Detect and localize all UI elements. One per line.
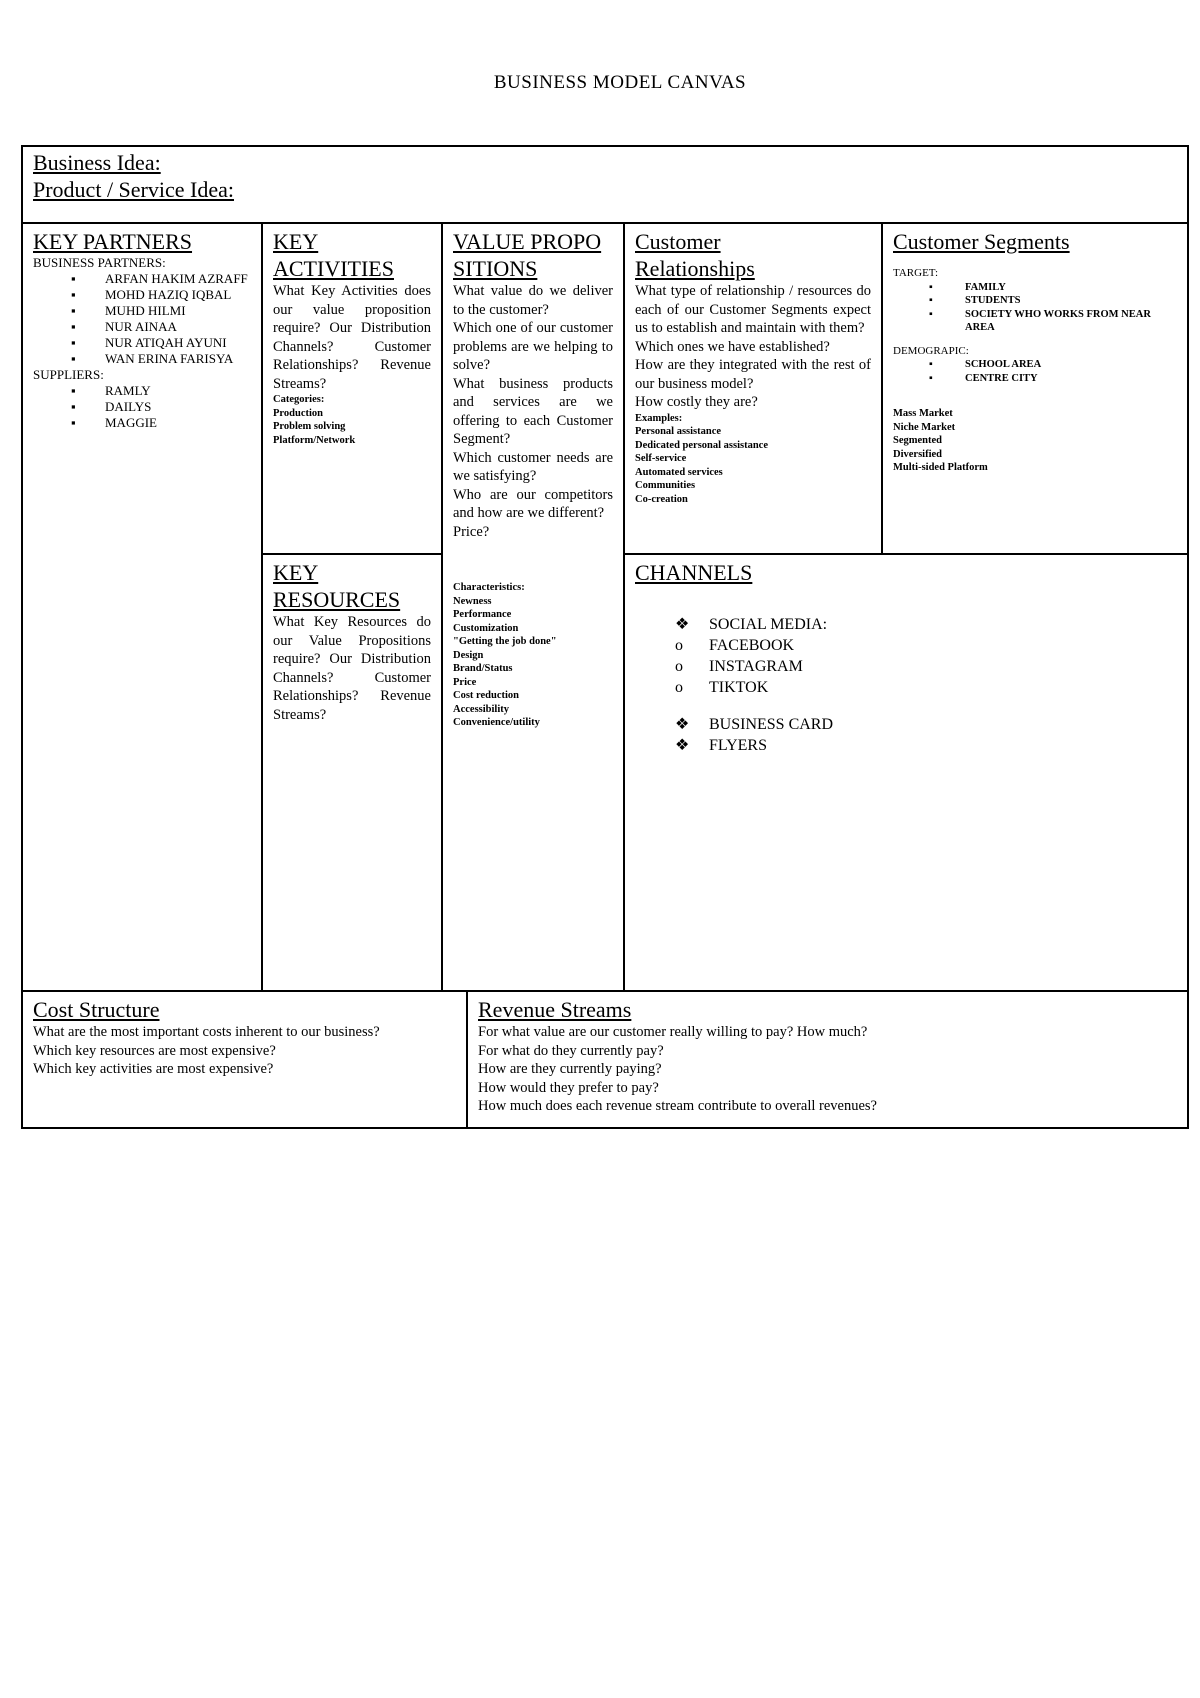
market-item: Segmented	[893, 435, 942, 446]
market-item: Niche Market	[893, 421, 956, 433]
circle-bullet-icon: o	[675, 679, 683, 696]
cost-structure-section	[22, 991, 467, 1128]
product-service-idea-label: Product / Service Idea:	[33, 177, 234, 202]
suppliers-label: SUPPLIERS:	[33, 367, 104, 382]
list-item: ▪ NUR AINAA	[71, 319, 251, 335]
value-question: Which customer needs are we satisfying?	[453, 449, 613, 484]
list-item: ▪ MUHD HILMI	[71, 303, 251, 319]
list-item: ▪ NUR ATIQAH AYUNI	[71, 335, 251, 351]
suppliers-list	[33, 383, 251, 431]
business-partners-label: BUSINESS PARTNERS:	[33, 255, 166, 270]
category-item: Platform/Network	[273, 434, 356, 446]
channel-item: INSTAGRAM	[709, 658, 803, 675]
list-item: ▪ WAN ERINA FARISYA	[71, 351, 251, 367]
circle-bullet-icon: o	[675, 637, 683, 654]
characteristics-label: Characteristics:	[453, 582, 525, 593]
characteristic-item: Customization	[453, 622, 519, 634]
diamond-bullet-icon: ❖	[675, 616, 690, 633]
key-resources-header: KEY RESOURCES	[273, 560, 401, 612]
customer-segments-section	[882, 223, 1188, 554]
revenue-line: For what do they currently pay?	[478, 1042, 664, 1059]
channel-item: FACEBOOK	[709, 637, 795, 654]
target-label: TARGET:	[893, 267, 939, 279]
value-propositions-section	[442, 223, 624, 991]
customer-relationships-header: Customer Relationships	[635, 229, 755, 281]
revenue-streams-section	[467, 991, 1188, 1128]
relationship-question: Which ones we have established?	[635, 338, 830, 355]
characteristic-item: Cost reduction	[453, 690, 520, 701]
example-item: Dedicated personal assistance	[635, 439, 768, 451]
market-item: Multi-sided Platform	[893, 462, 988, 473]
document-title: BUSINESS MODEL CANVAS	[493, 72, 747, 93]
channel-item: FLYERS	[709, 737, 767, 754]
characteristic-item: Design	[453, 649, 484, 661]
key-activities-header: KEY ACTIVITIES	[273, 229, 394, 281]
examples-label: Examples:	[635, 412, 683, 424]
market-item: Mass Market	[893, 408, 953, 419]
value-propositions-header: VALUE PROPOSITIONS	[453, 229, 602, 281]
relationship-question: What type of relationship / resources do each of our Customer Segments expect us to establish and maintain with them?	[635, 283, 871, 336]
key-resources-section	[262, 554, 442, 991]
revenue-streams-header: Revenue Streams	[478, 997, 632, 1022]
categories-label: Categories:	[273, 394, 325, 405]
example-item: Automated services	[635, 466, 723, 478]
example-item: Co-creation	[635, 493, 688, 505]
characteristic-item: Convenience/utility	[453, 717, 540, 728]
channels-list	[675, 614, 1177, 756]
list-item: ▪ SCHOOL AREA	[929, 358, 1177, 372]
revenue-line: How would they prefer to pay?	[478, 1079, 659, 1096]
channels-header: CHANNELS	[635, 560, 753, 585]
list-item: ▪ SOCIETY WHO WORKS FROM NEAR AREA	[929, 308, 1177, 335]
revenue-line: How are they currently paying?	[478, 1061, 662, 1077]
customer-segments-header: Customer Segments	[893, 229, 1070, 254]
characteristic-item: Newness	[453, 595, 492, 607]
channel-item: BUSINESS CARD	[709, 716, 834, 733]
characteristic-item: Accessibility	[453, 703, 509, 715]
list-item: ▪ CENTRE CITY	[929, 372, 1177, 386]
targets-list	[893, 281, 1177, 335]
list-item: ▪ FAMILY	[929, 281, 1177, 295]
revenue-line: For what value are our customer really willing to pay? How much?	[478, 1024, 868, 1040]
circle-bullet-icon: o	[675, 658, 683, 675]
revenue-line: How much does each revenue stream contribute to overall revenues?	[478, 1098, 877, 1114]
value-question: Which one of our customer problems are we helping to solve?	[453, 320, 613, 373]
partners-list	[33, 271, 251, 367]
list-item: ▪ ARFAN HAKIM AZRAFF	[71, 271, 251, 287]
business-model-canvas	[21, 145, 1189, 1129]
diamond-bullet-icon: ❖	[675, 737, 690, 754]
category-item: Production	[273, 407, 323, 419]
key-partners-section	[22, 223, 262, 991]
relationship-question: How are they integrated with the rest of our business model?	[635, 357, 871, 392]
channel-item: SOCIAL MEDIA:	[709, 616, 828, 633]
channel-item: TIKTOK	[709, 679, 769, 696]
value-question: What value do we deliver to the customer?	[453, 283, 613, 318]
key-resources-text: What Key Resources do our Value Propositions require? Our Distribution Channels? Customer Relationships? Revenue Streams?	[273, 614, 431, 723]
channels-section	[624, 554, 1188, 991]
demographics-list	[893, 358, 1177, 385]
demographic-label: DEMOGRAPIC:	[893, 344, 969, 357]
value-question: Price?	[453, 523, 490, 540]
cost-structure-header: Cost Structure	[33, 997, 160, 1022]
customer-relationships-section	[624, 223, 882, 554]
cost-line: What are the most important costs inherent to our business?	[33, 1024, 380, 1040]
cost-line: Which key activities are most expensive?	[33, 1061, 274, 1077]
list-item: ▪ MAGGIE	[71, 415, 251, 431]
list-item: ▪ RAMLY	[71, 383, 251, 399]
key-activities-section	[262, 223, 442, 554]
characteristic-item: "Getting the job done"	[453, 636, 557, 647]
relationship-question: How costly they are?	[635, 394, 758, 410]
key-activities-text: What Key Activities does our value proposition require? Our Distribution Channels? Customer Relationships? Revenue Streams?	[273, 283, 431, 392]
value-question: Who are our competitors and how are we different?	[453, 486, 613, 521]
category-item: Problem solving	[273, 421, 346, 432]
example-item: Communities	[635, 480, 696, 491]
list-item: ▪ MOHD HAZIQ IQBAL	[71, 287, 251, 303]
diamond-bullet-icon: ❖	[675, 716, 690, 733]
key-partners-header: KEY PARTNERS	[33, 229, 193, 254]
cost-line: Which key resources are most expensive?	[33, 1042, 276, 1059]
list-item: ▪ STUDENTS	[929, 294, 1177, 308]
market-item: Diversified	[893, 448, 942, 460]
example-item: Self-service	[635, 453, 687, 464]
characteristic-item: Price	[453, 676, 477, 688]
idea-section	[22, 146, 1188, 223]
value-question: What business products and services are we offering to each Customer Segment?	[453, 375, 613, 447]
example-item: Personal assistance	[635, 426, 722, 437]
characteristic-item: Brand/Status	[453, 663, 513, 674]
business-idea-label: Business Idea:	[33, 150, 161, 175]
list-item: ▪ DAILYS	[71, 399, 251, 415]
characteristic-item: Performance	[453, 609, 512, 620]
